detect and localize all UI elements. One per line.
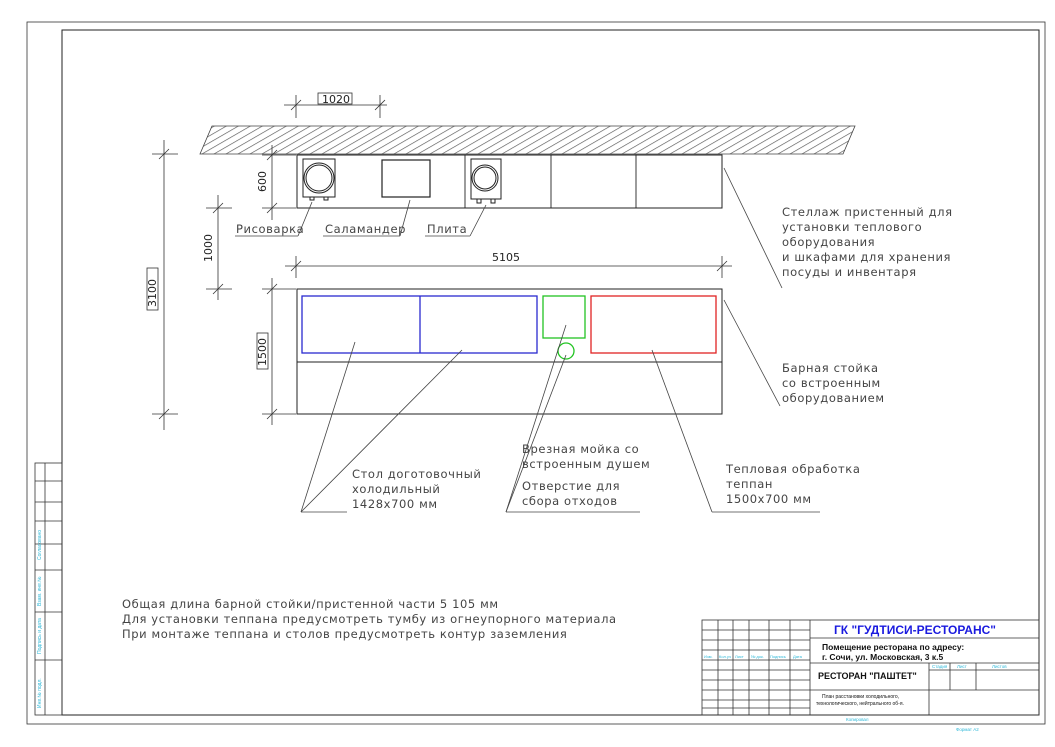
col-label-change: Изм.	[704, 654, 713, 659]
side-inv-orig-label: Инв.№ подл.	[37, 678, 43, 708]
callout-bar-3: оборудованием	[782, 391, 885, 405]
callout-shelf-5: посуды и инвентаря	[782, 265, 917, 279]
callout-teppan-2: теппан	[726, 477, 773, 491]
dim-length-text: 5105	[492, 251, 520, 264]
dim-shelf-depth-text: 600	[256, 171, 269, 192]
cold-table	[302, 296, 537, 353]
dim-top-text: 1020	[322, 93, 350, 106]
col-label-sheet: Лист	[735, 654, 744, 659]
title-restaurant: РЕСТОРАН "ПАШТЕТ"	[818, 671, 917, 681]
label-rice-cooker: Рисоварка	[236, 222, 305, 236]
title-company: ГК "ГУДТИСИ-РЕСТОРАНС"	[834, 623, 996, 637]
label-salamander: Саламандер	[325, 222, 407, 236]
bar-leader	[724, 300, 780, 406]
note-line-3: При монтаже теппана и столов предусмотреть контур заземления	[122, 627, 568, 641]
bar-counter	[297, 289, 722, 414]
stage-label: Стадия	[932, 664, 948, 669]
callout-cold-table-1: Стол доготовочный	[352, 467, 482, 481]
sheets-label: Листов	[992, 664, 1007, 669]
col-label-sign: Подпись	[770, 654, 786, 659]
callout-waste-1: Отверстие для	[522, 479, 621, 493]
col-label-doc: № док.	[751, 654, 764, 659]
format-label: Формат А2	[956, 727, 979, 732]
callout-cold-table-3: 1428x700 мм	[352, 497, 438, 511]
shelf-leader	[724, 168, 782, 288]
side-inv-replace-label: Взам. инв.№	[37, 576, 43, 606]
callout-bar-2: со встроенным	[782, 376, 881, 390]
callout-waste-2: сбора отходов	[522, 494, 618, 508]
waste-hole	[558, 343, 574, 359]
col-label-qty: Кол.уч	[719, 654, 731, 659]
rice-cooker	[303, 159, 335, 200]
note-line-1: Общая длина барной стойки/пристенной части 5 105 мм	[122, 597, 499, 611]
callout-bar-1: Барная стойка	[782, 361, 879, 375]
stove	[471, 159, 501, 203]
callout-shelf-3: оборудования	[782, 235, 876, 249]
title-address-1: Помещение ресторана по адресу:	[822, 642, 965, 652]
label-stove: Плита	[427, 222, 468, 236]
sheet-label: Лист	[957, 664, 967, 669]
callout-shelf-1: Стеллаж пристенный для	[782, 205, 953, 219]
callout-sink-1: Врезная мойка со	[522, 442, 640, 456]
side-agreed-label: Согласовано	[37, 529, 43, 560]
dim-total-height-text: 3100	[146, 279, 159, 307]
col-label-date: Дата	[793, 654, 802, 659]
title-drawing-2: технологического, нейтрального об-я.	[816, 701, 904, 707]
note-line-2: Для установки теппана предусмотреть тумбу из огнеупорного материала	[122, 612, 617, 626]
callout-teppan-3: 1500x700 мм	[726, 492, 812, 506]
salamander	[382, 160, 430, 197]
callout-shelf-2: установки теплового	[782, 220, 923, 234]
wall-hatch	[200, 126, 855, 154]
dim-gap-text: 1000	[202, 234, 215, 262]
wall-shelf	[297, 155, 722, 208]
teppan	[591, 296, 716, 353]
side-sign-date-label: Подпись и дата	[37, 618, 43, 654]
dim-counter-depth-text: 1500	[256, 338, 269, 366]
callout-cold-table-2: холодильный	[352, 482, 441, 496]
callout-teppan-1: Тепловая обработка	[726, 462, 861, 476]
title-address-2: г. Сочи, ул. Московская, 3 к.5	[822, 652, 944, 662]
title-drawing-1: План расстановки холодильного,	[822, 694, 900, 700]
callout-shelf-4: и шкафами для хранения	[782, 250, 952, 264]
copied-label: Копировал	[846, 717, 869, 722]
callout-sink-2: встроенным душем	[522, 457, 651, 471]
